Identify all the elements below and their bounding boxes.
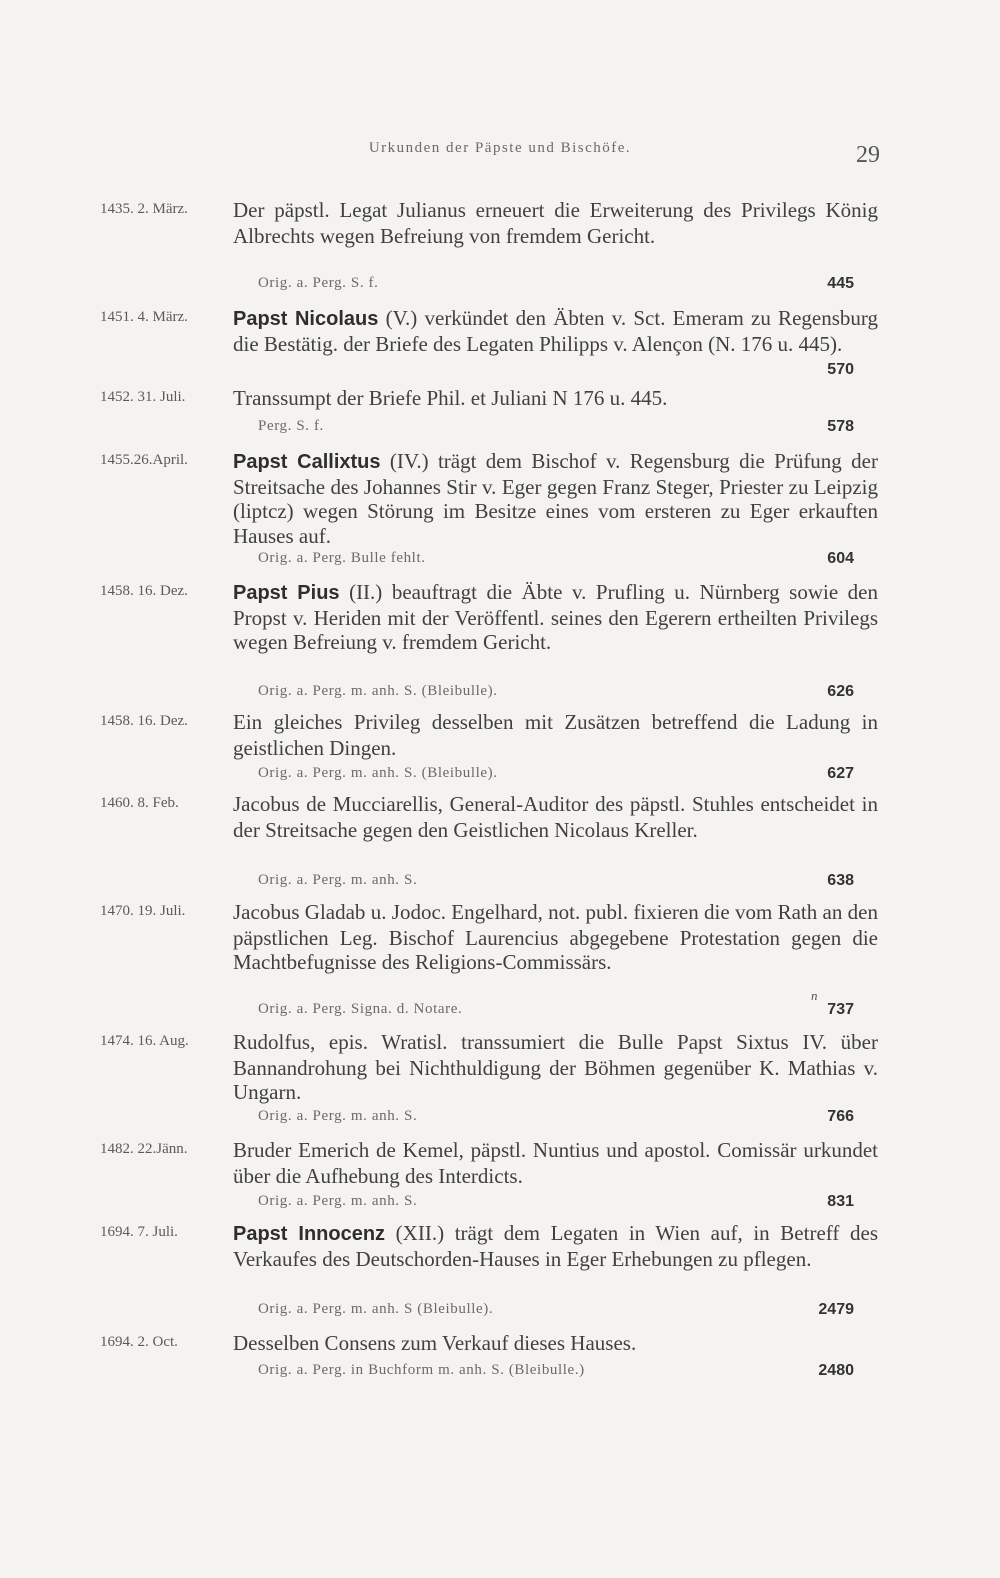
entry-meta [258, 275, 878, 297]
entry-number: 766 [827, 1108, 854, 1125]
entry-date: 1474. 16. Aug. [100, 1033, 189, 1049]
running-head: Urkunden der Päpste und Bischöfe. [368, 140, 632, 156]
entry-source: Orig. a. Perg. in Buchform m. anh. S. (Bleibulle.) [258, 1362, 585, 1378]
entry-number: 626 [827, 683, 854, 700]
entry-meta [258, 872, 878, 894]
entry-date: 1451. 4. März. [100, 309, 188, 325]
entry-number: 737 [827, 1001, 854, 1018]
entry-source: Orig. a. Perg. m. anh. S (Bleibulle). [258, 1301, 494, 1317]
entry-source: Orig. a. Perg. m. anh. S. [258, 1108, 418, 1124]
page-number: 29 [856, 142, 880, 168]
entry-text [233, 449, 878, 548]
entry-text [233, 1138, 878, 1188]
entry-meta [258, 550, 878, 572]
entry-source: Orig. a. Perg. Bulle fehlt. [258, 550, 426, 566]
entry-source: Orig. a. Perg. Signa. d. Notare. [258, 1001, 463, 1017]
entry-text [233, 306, 878, 356]
entry-text [233, 900, 878, 975]
entry-date: 1455.26.April. [100, 452, 188, 468]
entry-source: Orig. a. Perg. m. anh. S. (Bleibulle). [258, 765, 498, 781]
entry-date: 1452. 31. Juli. [100, 389, 186, 405]
entry-body: (XII.) trägt dem Legaten in Wien auf, in Betreff des Verkaufes des Deutschorden-Hauses in Eger Erhebungen zu pflegen. [233, 1221, 878, 1271]
entry-source: Orig. a. Perg. m. anh. S. [258, 872, 418, 888]
entry-text [233, 386, 878, 412]
entry-date: 1435. 2. März. [100, 201, 188, 217]
entry-meta [258, 1193, 878, 1215]
entry-meta [258, 1001, 878, 1023]
entry-body: Rudolfus, epis. Wratisl. transsumiert die Bulle Papst Sixtus IV. über Bannandrohung bei Nichthuldigung der Böhmen gegenüber K. Mathias v. Ungarn. [233, 1030, 878, 1104]
entry-number: 2480 [818, 1362, 854, 1379]
entry-number: 831 [827, 1193, 854, 1210]
entry-lead: Papst Pius [233, 582, 340, 604]
entry-number: 638 [827, 872, 854, 889]
entry-meta [258, 765, 878, 787]
entry-body: (V.) verkündet den Äbten v. Sct. Emeram zu Regensburg die Bestätig. der Briefe des Legaten Philipps v. Alençon (N. 176 u. 445). [233, 306, 878, 356]
entry-body: Transsumpt der Briefe Phil. et Juliani N 176 u. 445. [233, 386, 668, 410]
entry-number: 2479 [818, 1301, 854, 1318]
marginal-mark: n [811, 988, 818, 1003]
entry-number: 445 [827, 275, 854, 292]
entry-text [233, 580, 878, 655]
entry-date: 1694. 2. Oct. [100, 1334, 178, 1350]
entry-meta [258, 418, 878, 440]
entry-lead: Papst Innocenz [233, 1223, 386, 1245]
entry-body: Ein gleiches Privileg desselben mit Zusätzen betreffend die Ladung in geistlichen Dingen. [233, 710, 878, 760]
entry-source: Orig. a. Perg. m. anh. S. [258, 1193, 418, 1209]
entry-body: (II.) beauftragt die Äbte v. Prufling u. Nürnberg sowie den Propst v. Heriden mit der Veröffentl. seines den Egerern ertheilten Privilegs wegen Befreiung v. fremdem Gericht. [233, 580, 878, 654]
entry-number: 578 [827, 418, 854, 435]
entry-source: Orig. a. Perg. S. f. [258, 275, 379, 291]
entry-meta [258, 683, 878, 705]
entry-text [233, 792, 878, 842]
entry-date: 1470. 19. Juli. [100, 903, 186, 919]
entry-body: Bruder Emerich de Kemel, päpstl. Nuntius und apostol. Comissär urkundet über die Aufhebung des Interdicts. [233, 1138, 878, 1188]
entry-meta [258, 1362, 878, 1384]
entry-meta [258, 361, 878, 383]
entry-lead: Papst Nicolaus [233, 308, 379, 330]
entry-date: 1460. 8. Feb. [100, 795, 179, 811]
entry-text [233, 1221, 878, 1271]
entry-body: Desselben Consens zum Verkauf dieses Hauses. [233, 1331, 637, 1355]
entry-date: 1458. 16. Dez. [100, 713, 188, 729]
entry-lead: Papst Callixtus [233, 451, 381, 473]
entry-number: 570 [827, 361, 854, 378]
entry-text [233, 1331, 878, 1357]
entry-date: 1458. 16. Dez. [100, 583, 188, 599]
entry-text [233, 198, 878, 248]
entry-text [233, 710, 878, 760]
entry-meta [258, 1108, 878, 1130]
entry-body: Jacobus de Mucciarellis, General-Auditor des päpstl. Stuhles entscheidet in der Streitsache gegen den Geistlichen Nicolaus Kreller. [233, 792, 878, 842]
entry-source: Perg. S. f. [258, 418, 324, 434]
entry-source: Orig. a. Perg. m. anh. S. (Bleibulle). [258, 683, 498, 699]
entry-date: 1482. 22.Jänn. [100, 1141, 188, 1157]
entry-body: (IV.) trägt dem Bischof v. Regensburg die Prüfung der Streitsache des Johannes Stir v. Eger gegen Franz Steger, Priester zu Leipzig (liptcz) wegen Störung im Besitze eines vom ersteren zu Eger erkauften Hauses auf. [233, 449, 878, 548]
entry-body: Der päpstl. Legat Julianus erneuert die Erweiterung des Privilegs König Albrechts wegen Befreiung von fremdem Gericht. [233, 198, 878, 248]
entry-number: 627 [827, 765, 854, 782]
entry-date: 1694. 7. Juli. [100, 1224, 178, 1240]
entry-body: Jacobus Gladab u. Jodoc. Engelhard, not. publ. fixieren die vom Rath an den päpstlichen Leg. Bischof Laurencius abgegebene Protestation gegen die Machtbefugnisse des Religions-Commissärs. [233, 900, 878, 974]
entry-text [233, 1030, 878, 1105]
entry-number: 604 [827, 550, 854, 567]
entry-meta [258, 1301, 878, 1323]
